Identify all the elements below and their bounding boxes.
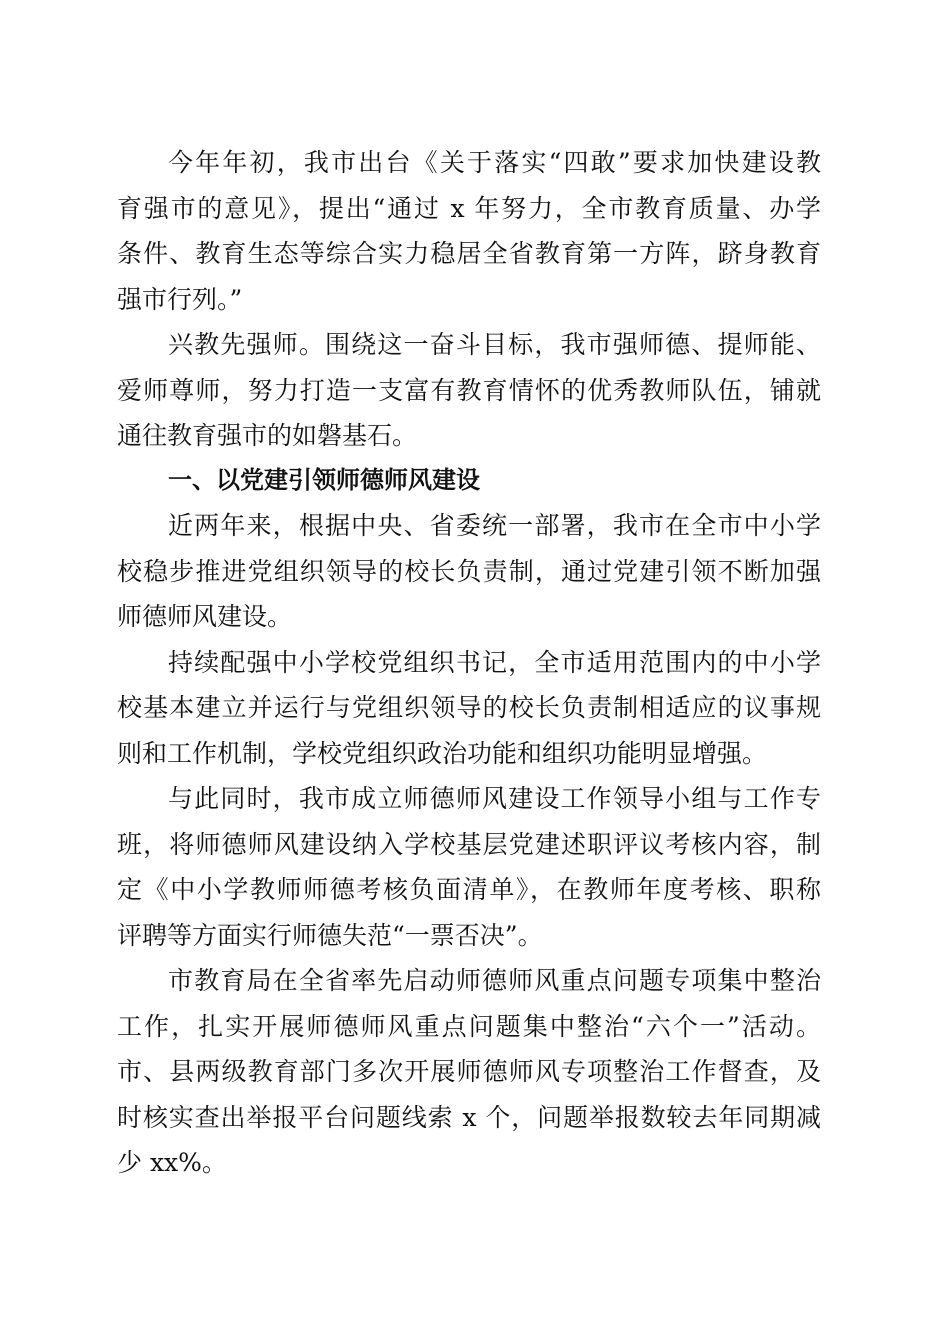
section-paragraph-4-line-4: 时核实查出举报平台问题线索 x 个，问题举报数较去年同期减 (117, 1103, 821, 1132)
section-paragraph-4-line-1: 市教育局在全省率先启动师德师风重点问题专项集中整治 (168, 966, 821, 995)
section-paragraph-3-line-1: 与此同时，我市成立师德师风建设工作领导小组与工作专 (168, 784, 821, 813)
section-paragraph-3-line-2: 班，将师德师风建设纳入学校基层党建述职评议考核内容，制 (117, 830, 821, 859)
paragraph-1-line-1: 今年年初，我市出台《关于落实“四敢”要求加快建设教 (168, 148, 821, 177)
section-paragraph-4-line-3: 市、县两级教育部门多次开展师德师风专项整治工作督查，及 (117, 1057, 821, 1086)
section-paragraph-1-line-2: 校稳步推进党组织领导的校长负责制，通过党建引领不断加强 (117, 557, 821, 586)
paragraph-1-line-4: 强市行列。” (117, 285, 243, 314)
section-paragraph-2-line-2: 校基本建立并运行与党组织领导的校长负责制相适应的议事规 (117, 693, 821, 722)
section-paragraph-2-line-3: 则和工作机制，学校党组织政治功能和组织功能明显增强。 (117, 739, 768, 768)
section-paragraph-4-line-5: 少 xx%。 (117, 1148, 227, 1177)
section-paragraph-3-line-3: 定《中小学教师师德考核负面清单》，在教师年度考核、职称 (117, 875, 821, 904)
section-heading: 一、以党建引领师德师风建设 (168, 466, 480, 494)
section-paragraph-2-line-1: 持续配强中小学校党组织书记，全市适用范围内的中小学 (168, 648, 821, 677)
section-paragraph-3-line-4: 评聘等方面实行师德失范“一票否决”。 (117, 921, 543, 950)
section-paragraph-1-line-3: 师德师风建设。 (117, 602, 293, 631)
paragraph-2-line-3: 通往教育强市的如磐基石。 (117, 421, 418, 450)
paragraph-2-line-1: 兴教先强师。围绕这一奋斗目标，我市强师德、提师能、 (168, 330, 821, 359)
paragraph-2-line-2: 爱师尊师，努力打造一支富有教育情怀的优秀教师队伍，铺就 (117, 376, 821, 405)
section-paragraph-4-line-2: 工作，扎实开展师德师风重点问题集中整治“六个一”活动。 (117, 1012, 821, 1041)
section-paragraph-1-line-1: 近两年来，根据中央、省委统一部署，我市在全市中小学 (168, 511, 821, 540)
paragraph-1-line-2: 育强市的意见》，提出“通过 x 年努力，全市教育质量、办学 (117, 194, 821, 223)
paragraph-1-line-3: 条件、教育生态等综合实力稳居全省教育第一方阵，跻身教育 (117, 239, 821, 268)
